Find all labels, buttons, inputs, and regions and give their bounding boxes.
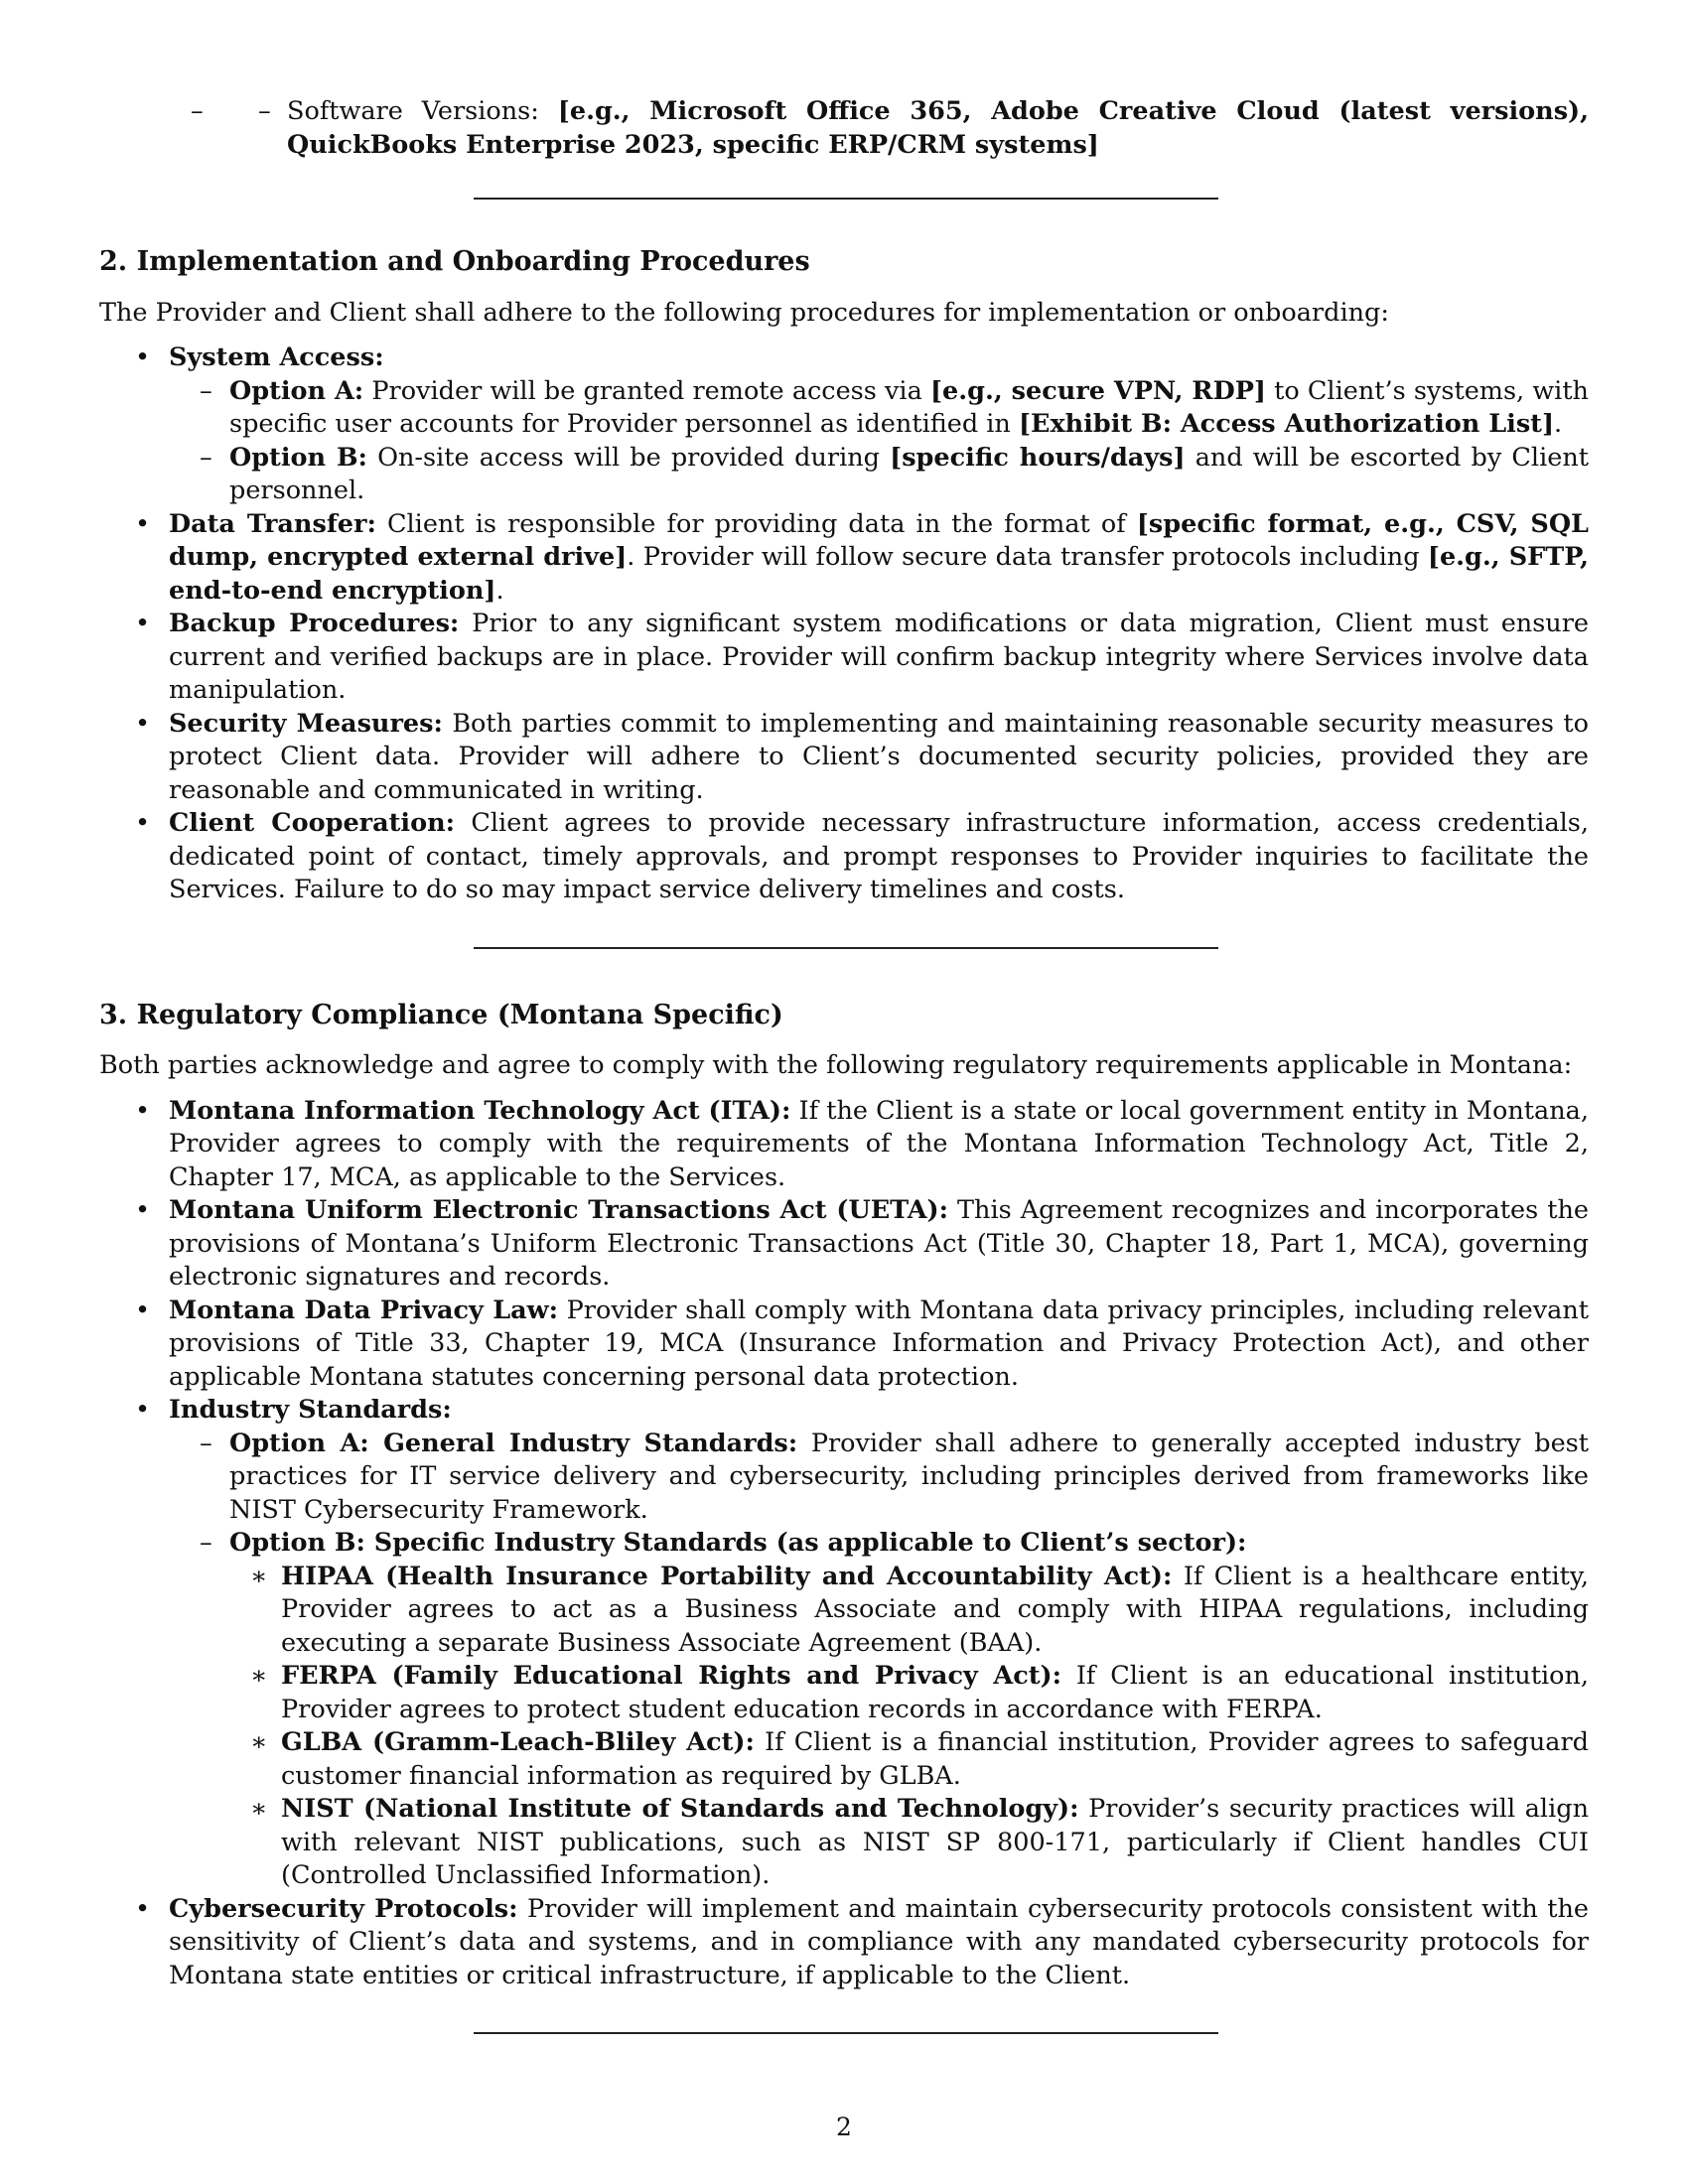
data-transfer-label: Data Transfer: [169, 508, 376, 539]
list-item-hipaa [229, 1561, 1589, 1661]
option-a-placeholder-2: [Exhibit B: Access Authorization List] [1018, 409, 1555, 439]
data-transfer-text-3: . [495, 575, 504, 606]
data-transfer-placeholder-1: [specific format, e.g., CSV, SQL dump, encrypted external drive] [169, 508, 1589, 572]
section-2-list [99, 341, 1589, 907]
privacy-text: Provider shall comply with Montana data privacy principles, including relevant provisions of Title 33, Chapter 19, MCA (Insurance Information and Privacy Protection Act), and other applicable Montana statutes concerning personal data protection. [169, 1295, 1589, 1392]
option-b-label: Option B: [229, 442, 367, 473]
option-a-text-1: Provider will be granted remote access via [363, 375, 930, 406]
industry-label: Industry Standards: [169, 1395, 452, 1425]
hipaa-text: If Client is a healthcare entity, Provider agrees to act as a Business Associate and comply with HIPAA regulations, including executing a separate Business Associate Agreement (BAA). [281, 1561, 1589, 1658]
page-number: 2 [836, 2113, 852, 2141]
industry-option-b-label: Option B: Specific Industry Standards (as applicable to Client’s sector): [229, 1528, 1247, 1558]
cyber-label: Cybersecurity Protocols: [169, 1893, 518, 1924]
document-page [99, 95, 1589, 2034]
list-item-industry-option-a [169, 1428, 1589, 1528]
list-item-data-transfer [99, 508, 1589, 609]
backup-label: Backup Procedures: [169, 609, 460, 638]
list-item-ferpa [229, 1660, 1589, 1726]
system-access-label: System Access: [169, 342, 384, 372]
section-3-intro: Both parties acknowledge and agree to comply with the following regulatory requirements applicable in Montana: [99, 1050, 1573, 1080]
data-transfer-placeholder-2: [e.g., SFTP, end-to-end encryption] [169, 542, 1589, 606]
nist-text: Provider’s security practices will align with relevant NIST publications, such as NIST SP 800-171, particularly if Client handles CUI (Controlled Unclassified Information). [281, 1794, 1589, 1890]
hipaa-label: HIPAA (Health Insurance Portability and Accountability Act): [281, 1561, 1173, 1591]
software-versions-value: [e.g., Microsoft Office 365, Adobe Creative Cloud (latest versions), QuickBooks Enterprise 2023, specific ERP/CRM systems] [287, 96, 1589, 160]
section-2-intro: The Provider and Client shall adhere to the following procedures for implementation or onboarding: [99, 297, 1389, 328]
backup-text: Prior to any significant system modifications or data migration, Client must ensure current and verified backups are in place. Provider will confirm backup integrity where Services involve data manipulation. [169, 609, 1589, 705]
ferpa-label: FERPA (Family Educational Rights and Privacy Act): [281, 1661, 1061, 1691]
list-item-ueta [99, 1194, 1589, 1295]
cyber-text: Provider will implement and maintain cybersecurity protocols consistent with the sensitivity of Client’s data and systems, and in compliance with any mandated cybersecurity protocols for Montana state entities or critical infrastructure, if applicable to the Client. [169, 1893, 1589, 1990]
industry-option-a-text: Provider shall adhere to generally accepted industry best practices for IT service delivery and cybersecurity, including principles derived from frameworks like NIST Cybersecurity Framework. [229, 1428, 1589, 1525]
nist-label: NIST (National Institute of Standards and Technology): [281, 1794, 1079, 1824]
software-list [99, 95, 1589, 162]
glba-text: If Client is a financial institution, Provider agrees to safeguard customer financial information as required by GLBA. [281, 1727, 1590, 1791]
list-item-security-measures [99, 708, 1589, 808]
glba-label: GLBA (Gramm-Leach-Bliley Act): [281, 1727, 755, 1757]
section-2-title: 2. Implementation and Onboarding Procedures [99, 246, 810, 277]
section-3-title: 3. Regulatory Compliance (Montana Specific) [99, 999, 783, 1030]
list-item-software-versions: – – Software Versions: [e.g., Microsoft Office 365, Adobe Creative Cloud (latest versions), QuickBooks Enterprise 2023, specific ERP/CRM systems] [160, 95, 1589, 162]
option-a-text-3: . [1554, 409, 1563, 439]
security-text: Both parties commit to implementing and maintaining reasonable security measures to protect Client data. Provider will adhere to Client’s documented security policies, provided they are reasonable and communicated in writing. [169, 708, 1589, 805]
list-item-ita [99, 1095, 1589, 1195]
list-item-industry-option-b [169, 1527, 1589, 1893]
software-versions-label: Software Versions: [287, 96, 558, 126]
ita-text: If the Client is a state or local government entity in Montana, Provider agrees to comply with the requirements of the Montana Information Technology Act, Title 2, Chapter 17, MCA, as applicable to the Services. [169, 1095, 1589, 1192]
list-item-option-a [169, 375, 1589, 442]
ueta-label: Montana Uniform Electronic Transactions Act (UETA): [169, 1195, 948, 1225]
ferpa-text: If Client is an educational institution, Provider agrees to protect student education records in accordance with FERPA. [281, 1661, 1589, 1724]
option-a-text-2: to Client’s systems, with specific user accounts for Provider personnel as identified in [229, 375, 1589, 439]
ueta-text: This Agreement recognizes and incorporates the provisions of Montana’s Uniform Electronic Transactions Act (Title 30, Chapter 18, Part 1, MCA), governing electronic signatures and records. [169, 1195, 1589, 1292]
cooperation-label: Client Cooperation: [169, 808, 456, 838]
list-item-option-b [169, 442, 1589, 508]
security-label: Security Measures: [169, 708, 443, 739]
list-item-nist [229, 1793, 1589, 1893]
option-b-text-2: and will be escorted by Client personnel. [229, 442, 1589, 505]
section-3-list [99, 1095, 1589, 1993]
privacy-label: Montana Data Privacy Law: [169, 1295, 559, 1325]
list-item-client-cooperation [99, 807, 1589, 907]
data-transfer-text-2: . Provider will follow secure data transfer protocols including [627, 542, 1428, 572]
list-item-backup-procedures [99, 608, 1589, 708]
divider-3 [474, 2032, 1218, 2034]
option-b-text-1: On-site access will be provided during [366, 442, 891, 473]
cooperation-text: Client agrees to provide necessary infrastructure information, access credentials, dedicated point of contact, timely approvals, and prompt responses to Provider inquiries to facilitate the Services. Failure to do so may impact service delivery timelines and costs. [169, 808, 1590, 904]
option-a-placeholder-1: [e.g., secure VPN, RDP] [929, 375, 1266, 406]
list-item-industry-standards [99, 1394, 1589, 1893]
list-item-data-privacy [99, 1295, 1589, 1395]
divider-1 [474, 198, 1218, 200]
industry-option-a-label: Option A: General Industry Standards: [229, 1428, 798, 1458]
system-access-options [169, 375, 1589, 508]
data-transfer-text-1: Client is responsible for providing data in the format of [375, 508, 1137, 539]
list-item-cybersecurity [99, 1893, 1589, 1993]
divider-2 [474, 947, 1218, 949]
list-item-system-access [99, 341, 1589, 508]
industry-options [169, 1428, 1589, 1893]
specific-standards-list [229, 1561, 1589, 1893]
list-item-glba [229, 1726, 1589, 1793]
option-b-placeholder-1: [specific hours/days] [890, 442, 1186, 473]
option-a-label: Option A: [229, 375, 364, 406]
ita-label: Montana Information Technology Act (ITA): [169, 1095, 791, 1126]
